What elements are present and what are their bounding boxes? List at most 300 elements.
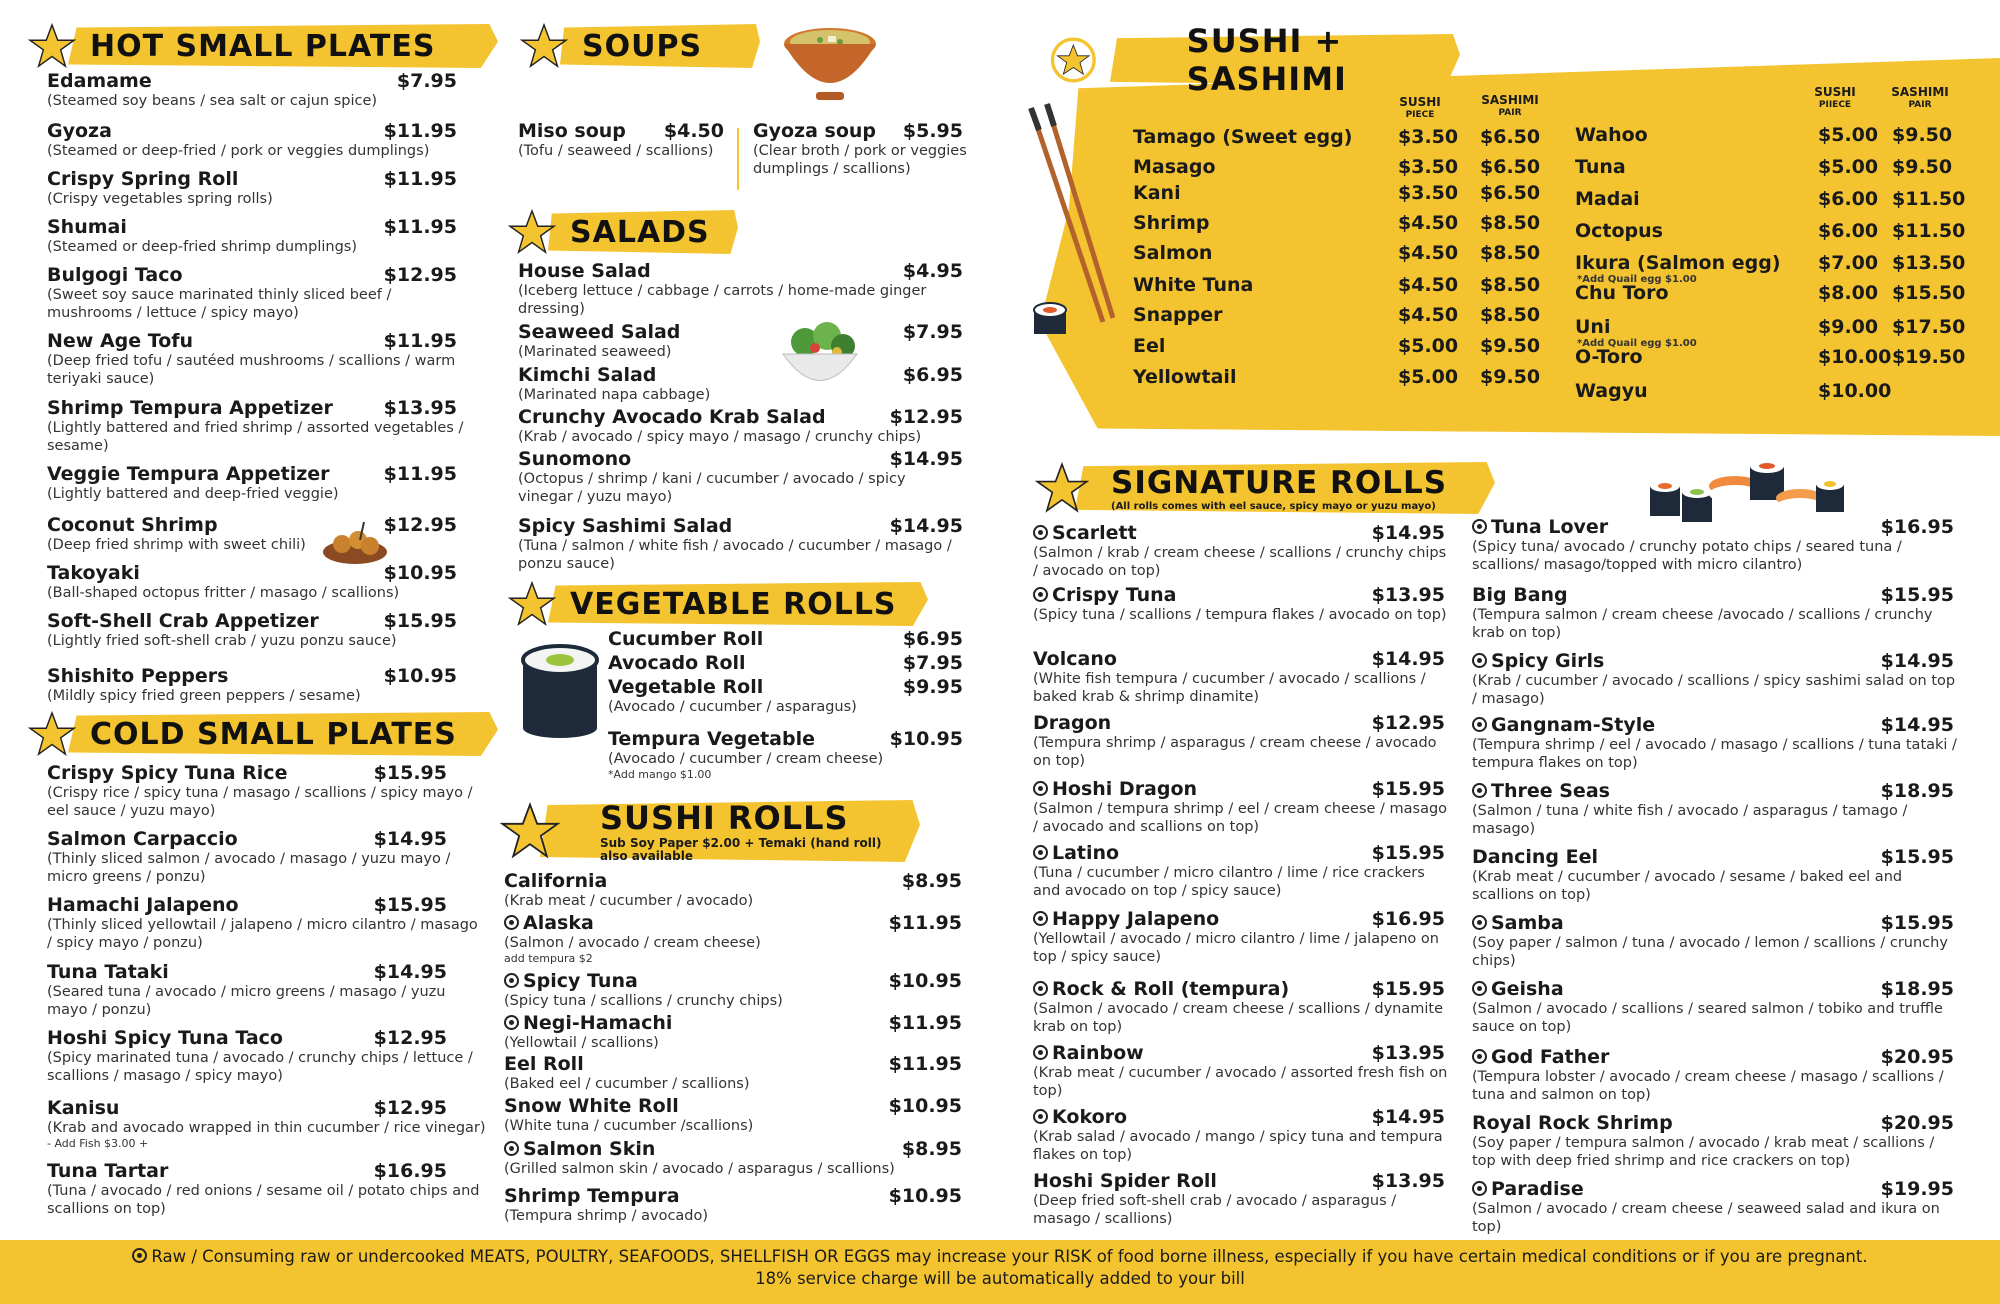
item-price: $15.95 [1371, 842, 1445, 864]
menu-item [1472, 846, 1954, 904]
item-name-text: House Salad [518, 260, 651, 282]
item-name-text: Hoshi Spider Roll [1033, 1170, 1217, 1192]
item-name [518, 321, 963, 343]
menu-item [608, 676, 963, 716]
menu-item [1033, 908, 1445, 966]
item-name-text: Edamame [47, 70, 152, 92]
item-price: $11.95 [383, 463, 457, 485]
col-label: SASHIMI [1891, 85, 1949, 99]
item-description: (Ball-shaped octopus fritter / masago / scallions) [47, 585, 400, 601]
item-price: $10.95 [888, 1185, 962, 1207]
menu-item [47, 894, 478, 952]
item-price: $10.95 [889, 728, 963, 750]
item-price: $14.95 [373, 961, 447, 983]
star-icon [28, 710, 76, 758]
menu-item [504, 1012, 962, 1052]
menu-item [47, 70, 457, 110]
sashimi-price: $6.50 [1480, 156, 1541, 178]
col-label: SASHIMI [1481, 93, 1539, 107]
item-name-text: Kanisu [47, 1097, 120, 1119]
fish-name: Yellowtail [1133, 366, 1237, 388]
menu-item [1472, 516, 1954, 574]
menu-item [1472, 584, 1954, 642]
header-sushi-rolls [500, 796, 920, 866]
item-name-text: California [504, 870, 608, 892]
sushi-price: $5.00 [1818, 124, 1879, 146]
menu-item [1033, 1170, 1445, 1228]
item-price: $15.95 [383, 610, 457, 632]
item-name-text: Hoshi Spicy Tuna Taco [47, 1027, 283, 1049]
raw-icon [1472, 519, 1487, 534]
item-name-text: Veggie Tempura Appetizer [47, 463, 330, 485]
item-description: (Deep fried shrimp with sweet chili) [47, 537, 306, 553]
raw-icon [1033, 845, 1048, 860]
fish-name: Shrimp [1133, 212, 1210, 234]
item-price: $7.95 [396, 70, 457, 92]
menu-item [47, 264, 457, 322]
item-name-text: Crispy Tuna [1052, 584, 1177, 606]
item-price: $12.95 [1371, 712, 1445, 734]
item-price: $4.50 [663, 120, 724, 142]
item-name-text: Spicy Tuna [523, 970, 638, 992]
item-description: (Crispy vegetables spring rolls) [47, 191, 273, 207]
item-price: $14.95 [1880, 714, 1954, 736]
item-note: *Add mango $1.00 [608, 768, 712, 781]
item-description: (Salmon / krab / cream cheese / scallions / crunchy chips / avocado on top) [1033, 545, 1447, 579]
sushi-price: $7.00 [1818, 252, 1879, 274]
star-icon [28, 22, 76, 70]
star-icon [520, 22, 568, 70]
sashimi-price: $13.50 [1892, 252, 1966, 274]
item-price: $12.95 [373, 1027, 447, 1049]
menu-item [1033, 522, 1445, 580]
item-description: (Salmon / avocado / scallions / seared salmon / tobiko and truffle sauce on top) [1472, 1001, 1943, 1035]
item-description: (Clear broth / pork or veggies dumplings / scallions) [753, 143, 967, 177]
item-price: $20.95 [1880, 1046, 1954, 1068]
item-description: (Krab meat / cucumber / avocado / assorted fresh fish on top) [1033, 1065, 1448, 1099]
item-price: $14.95 [1371, 1106, 1445, 1128]
item-price: $14.95 [373, 828, 447, 850]
item-name-text: Crispy Spring Roll [47, 168, 239, 190]
menu-item [518, 406, 963, 446]
item-description: (Seared tuna / avocado / micro greens / masago / yuzu mayo / ponzu) [47, 984, 446, 1018]
menu-item [47, 828, 451, 886]
item-price: $16.95 [1880, 516, 1954, 538]
raw-icon [1472, 653, 1487, 668]
item-description: (Salmon / tuna / white fish / avocado / asparagus / tamago / masago) [1472, 803, 1908, 837]
item-price: $16.95 [373, 1160, 447, 1182]
menu-item [47, 1160, 480, 1218]
section-title: HOT SMALL PLATES [90, 28, 436, 64]
item-name [518, 260, 963, 282]
item-price: $14.95 [1880, 650, 1954, 672]
menu-item [608, 652, 963, 674]
item-price: $15.95 [373, 762, 447, 784]
item-description: (Krab and avocado wrapped in thin cucumber / rice vinegar) [47, 1120, 486, 1136]
item-name-text: Volcano [1033, 648, 1117, 670]
fish-name: White Tuna [1133, 274, 1254, 296]
item-price: $11.95 [888, 1053, 962, 1075]
menu-item [47, 1097, 486, 1150]
item-description: (Tempura shrimp / asparagus / cream cheese / avocado on top) [1033, 735, 1437, 769]
item-description: (Tofu / seaweed / scallions) [518, 143, 714, 159]
menu-item [504, 1053, 962, 1093]
item-description: (Deep fried tofu / sautéed mushrooms / scallions / warm teriyaki sauce) [47, 353, 456, 387]
menu-item [47, 463, 457, 503]
item-price: $11.95 [383, 168, 457, 190]
item-price: $13.95 [1371, 1042, 1445, 1064]
item-price: $12.95 [383, 514, 457, 536]
item-price: $15.95 [1880, 912, 1954, 934]
item-description: (Deep fried soft-shell crab / avocado / asparagus / masago / scallions) [1033, 1193, 1397, 1227]
item-description: (Krab salad / avocado / mango / spicy tuna and tempura flakes on top) [1033, 1129, 1443, 1163]
raw-icon [1472, 783, 1487, 798]
menu-item [1472, 912, 1954, 970]
item-name-text: Alaska [523, 912, 594, 934]
fish-name: Eel [1133, 335, 1166, 357]
menu-item [504, 1095, 962, 1135]
item-price: $13.95 [383, 397, 457, 419]
menu-item [504, 1138, 962, 1178]
section-title: COLD SMALL PLATES [90, 716, 457, 752]
menu-item [608, 728, 963, 781]
item-price: $15.95 [1371, 978, 1445, 1000]
menu-item [504, 870, 962, 910]
section-title: SOUPS [582, 28, 703, 64]
menu-item [518, 321, 963, 361]
item-description: (Spicy tuna/ avocado / crunchy potato chips / seared tuna / scallions/ masago/topped with micro cilantro) [1472, 539, 1902, 573]
menu-item [47, 216, 457, 256]
fish-name: Uni [1575, 316, 1611, 338]
item-description: (Iceberg lettuce / cabbage / carrots / home-made ginger dressing) [518, 283, 927, 317]
raw-icon [1033, 525, 1048, 540]
sushi-price: $3.50 [1398, 182, 1459, 204]
item-description: (Avocado / cucumber / asparagus) [608, 699, 857, 715]
item-name-text: Paradise [1491, 1178, 1584, 1200]
col-sublabel: PIECE [1405, 110, 1435, 120]
menu-item [504, 970, 962, 1010]
item-name-text: Coconut Shrimp [47, 514, 218, 536]
section-title: SUSHI + SASHIMI [1186, 22, 1347, 98]
star-icon [508, 580, 556, 628]
menu-item [47, 762, 473, 820]
item-description: (Tempura shrimp / avocado) [504, 1208, 709, 1224]
item-name-text: Salmon Skin [523, 1138, 656, 1160]
item-description: (Spicy tuna / scallions / tempura flakes / avocado on top) [1033, 607, 1447, 623]
raw-icon [504, 1141, 519, 1156]
menu-item [518, 448, 963, 506]
item-description: (Thinly sliced yellowtail / jalapeno / micro cilantro / masago / spicy mayo / ponzu) [47, 917, 478, 951]
item-description: (Krab / cucumber / avocado / scallions / spicy sashimi salad on top / masago) [1472, 673, 1956, 707]
item-name-text: Soft-Shell Crab Appetizer [47, 610, 319, 632]
fish-name: Madai [1575, 188, 1640, 210]
header-hot-small-plates [28, 20, 498, 72]
item-name-text: Avocado Roll [608, 652, 746, 674]
raw-icon [1472, 981, 1487, 996]
item-description: (Mildly spicy fried green peppers / sesame) [47, 688, 361, 704]
item-price: $8.95 [901, 870, 962, 892]
fish-name: Wagyu [1575, 380, 1648, 402]
item-description: (Avocado / cucumber / cream cheese) [608, 751, 884, 767]
item-price: $11.95 [888, 912, 962, 934]
header-cold-small-plates [28, 708, 498, 760]
col-sublabel: PIIECE [1818, 100, 1852, 110]
sashimi-price: $17.50 [1892, 316, 1966, 338]
sushi-price: $9.00 [1818, 316, 1879, 338]
item-name-text: Gyoza soup [753, 120, 877, 142]
item-price: $6.95 [902, 364, 963, 386]
header-signature-rolls [1035, 458, 1495, 518]
item-description: (Tuna / avocado / red onions / sesame oil / potato chips and scallions on top) [47, 1183, 480, 1217]
item-description: (Salmon / avocado / cream cheese / seaweed salad and ikura on top) [1472, 1201, 1940, 1235]
sashimi-price: $9.50 [1892, 156, 1953, 178]
star-icon [1050, 32, 1097, 88]
col-label: SUSHI [1399, 95, 1441, 109]
menu-item [47, 665, 457, 705]
item-price: $15.95 [1880, 584, 1954, 606]
item-description: (Thinly sliced salmon / avocado / masago / yuzu mayo / micro greens / ponzu) [47, 851, 451, 885]
item-name-text: Gyoza [47, 120, 112, 142]
item-price: $14.95 [889, 515, 963, 537]
column-header-sushi-right [1805, 86, 1865, 112]
item-price: $10.95 [888, 970, 962, 992]
raw-icon [1472, 1049, 1487, 1064]
item-name-text: Hoshi Dragon [1052, 778, 1198, 800]
item-price: $10.95 [383, 562, 457, 584]
raw-icon [504, 915, 519, 930]
star-icon [1035, 461, 1089, 515]
item-description: (Marinated seaweed) [518, 344, 672, 360]
item-price: $20.95 [1880, 1112, 1954, 1134]
item-description: (Krab / avocado / spicy mayo / masago / crunchy chips) [518, 429, 922, 445]
section-title: SIGNATURE ROLLS [1111, 464, 1448, 501]
menu-item [1472, 1178, 1954, 1236]
item-name-text: Kimchi Salad [518, 364, 657, 386]
item-name-text: Kokoro [1052, 1106, 1128, 1128]
item-price: $15.95 [1880, 846, 1954, 868]
item-name-text: Spicy Sashimi Salad [518, 515, 733, 537]
item-description: (Tempura shrimp / eel / avocado / masago / scallions / tuna tataki / tempura flakes on top) [1472, 737, 1957, 771]
item-price: $10.95 [888, 1095, 962, 1117]
header-sushi-sashimi [1050, 22, 1460, 98]
item-name-text: Cucumber Roll [608, 628, 764, 650]
menu-item [1033, 1042, 1448, 1100]
item-name-text: Big Bang [1472, 584, 1568, 606]
sushi-price: $10.00 [1818, 380, 1892, 402]
item-name [504, 1138, 962, 1160]
menu-item [47, 961, 447, 1019]
sashimi-price: $6.50 [1480, 126, 1541, 148]
item-price: $12.95 [373, 1097, 447, 1119]
menu-item [47, 397, 464, 455]
item-description: (Spicy tuna / scallions / crunchy chips) [504, 993, 783, 1009]
item-description: (Krab meat / cucumber / avocado) [504, 893, 754, 909]
item-description: (Lightly battered and deep-fried veggie) [47, 486, 339, 502]
sushi-price: $6.00 [1818, 220, 1879, 242]
sushi-price: $4.50 [1398, 242, 1459, 264]
menu-item [1033, 712, 1445, 770]
column-header-sushi [1390, 96, 1450, 122]
section-subtitle: Sub Soy Paper $2.00 + Temaki (hand roll) also available [600, 836, 882, 863]
item-price: $10.95 [383, 665, 457, 687]
fish-name: Kani [1133, 182, 1181, 204]
item-name-text: Royal Rock Shrimp [1472, 1112, 1673, 1134]
sushi-price: $3.50 [1398, 156, 1459, 178]
sashimi-price: $8.50 [1480, 212, 1541, 234]
item-price: $18.95 [1880, 978, 1954, 1000]
item-price: $5.95 [902, 120, 963, 142]
menu-item [608, 628, 963, 650]
item-name-text: Bulgogi Taco [47, 264, 183, 286]
menu-item [518, 260, 963, 318]
header-salads [508, 206, 738, 258]
item-name-text: Shrimp Tempura [504, 1185, 680, 1207]
item-name-text: Samba [1491, 912, 1564, 934]
item-description: (Salmon / avocado / cream cheese / scallions / dynamite krab on top) [1033, 1001, 1444, 1035]
section-title: SALADS [570, 214, 710, 250]
item-name-text: Eel Roll [504, 1053, 584, 1075]
sashimi-price: $11.50 [1892, 220, 1966, 242]
item-price: $12.95 [383, 264, 457, 286]
item-name-text: Spicy Girls [1491, 650, 1605, 672]
raw-icon [1472, 915, 1487, 930]
star-icon [500, 801, 560, 861]
menu-item [1472, 780, 1954, 838]
sashimi-price: $19.50 [1892, 346, 1966, 368]
section-title: SUSHI ROLLS [600, 799, 849, 837]
item-description: (Grilled salmon skin / avocado / asparagus / scallions) [504, 1161, 895, 1177]
item-description: (Steamed or deep-fried shrimp dumplings) [47, 239, 358, 255]
item-price: $8.95 [901, 1138, 962, 1160]
item-price: $6.95 [902, 628, 963, 650]
star-icon [508, 208, 556, 256]
sushi-price: $5.00 [1398, 366, 1459, 388]
menu-item [518, 364, 963, 404]
item-description: (White tuna / cucumber /scallions) [504, 1118, 754, 1134]
menu-item [47, 514, 457, 554]
col-sublabel: PAIR [1498, 108, 1522, 118]
item-description: (Octopus / shrimp / kani / cucumber / avocado / spicy vinegar / yuzu mayo) [518, 471, 906, 505]
item-price: $14.95 [889, 448, 963, 470]
sashimi-price: $8.50 [1480, 274, 1541, 296]
item-price: $15.95 [373, 894, 447, 916]
sushi-price: $4.50 [1398, 274, 1459, 296]
divider [737, 128, 739, 190]
header-vegetable-rolls [508, 578, 928, 630]
sashimi-price: $15.50 [1892, 282, 1966, 304]
item-note: add tempura $2 [504, 952, 593, 965]
item-description: (Krab meat / cucumber / avocado / sesame / baked eel and scallions on top) [1472, 869, 1903, 903]
menu-item [1472, 650, 1954, 708]
item-name-text: Rainbow [1052, 1042, 1144, 1064]
fish-name: Octopus [1575, 220, 1663, 242]
fish-name: Masago [1133, 156, 1216, 178]
item-description: (Salmon / avocado / cream cheese) [504, 935, 761, 951]
fish-name: Wahoo [1575, 124, 1648, 146]
item-name-text: Crunchy Avocado Krab Salad [518, 406, 826, 428]
item-name [504, 870, 962, 892]
section-title: VEGETABLE ROLLS [570, 586, 897, 622]
item-price: $7.95 [902, 321, 963, 343]
fish-name: Chu Toro [1575, 282, 1669, 304]
menu-item [1033, 842, 1445, 900]
item-price: $13.95 [1371, 1170, 1445, 1192]
item-name-text: Takoyaki [47, 562, 140, 584]
menu-item [47, 330, 457, 388]
item-description: (Soy paper / tempura salmon / avocado / krab meat / scallions / top with deep fried shrimp and rice crackers on top) [1472, 1135, 1935, 1169]
menu-item [1033, 778, 1448, 836]
item-description: (Tempura lobster / avocado / cream cheese / masago / scallions / tuna and salmon on top) [1472, 1069, 1944, 1103]
item-note: *Add Quail egg $1.00 [1577, 338, 1697, 349]
item-name-text: Dancing Eel [1472, 846, 1599, 868]
item-name-text: Tuna Tartar [47, 1160, 169, 1182]
item-name-text: Latino [1052, 842, 1120, 864]
column-header-sashimi-right [1885, 86, 1955, 112]
item-name-text: Scarlett [1052, 522, 1137, 544]
menu-item [1033, 584, 1445, 624]
item-name-text: New Age Tofu [47, 330, 194, 352]
item-price: $11.95 [383, 330, 457, 352]
section-subtitle: (All rolls comes with eel sauce, spicy mayo or yuzu mayo) [1111, 500, 1436, 512]
item-name-text: Vegetable Roll [608, 676, 764, 698]
item-name-text: Hamachi Jalapeno [47, 894, 239, 916]
item-price: $4.95 [902, 260, 963, 282]
column-header-sashimi [1475, 94, 1545, 120]
raw-icon [1033, 1045, 1048, 1060]
item-name [518, 364, 963, 386]
menu-item [504, 912, 962, 965]
sushi-price: $4.50 [1398, 212, 1459, 234]
raw-icon [1033, 781, 1048, 796]
fish-name: O-Toro [1575, 346, 1643, 368]
sashimi-price: $8.50 [1480, 242, 1541, 264]
item-name-text: Sunomono [518, 448, 632, 470]
item-description: (Lightly battered and fried shrimp / assorted vegetables / sesame) [47, 420, 464, 454]
sushi-price: $8.00 [1818, 282, 1879, 304]
item-description: (Tuna / cucumber / micro cilantro / lime / rice crackers and avocado on top / spicy sauce) [1033, 865, 1425, 899]
item-price: $9.95 [902, 676, 963, 698]
menu-item [1033, 978, 1445, 1036]
raw-icon [1033, 911, 1048, 926]
menu-item [1472, 714, 1957, 772]
fish-name: Tamago (Sweet egg) [1133, 126, 1353, 148]
sashimi-price: $9.50 [1480, 366, 1541, 388]
footer-service-charge: 18% service charge will be automatically added to your bill [755, 1269, 1245, 1288]
raw-icon [1033, 587, 1048, 602]
item-name-text: Geisha [1491, 978, 1564, 1000]
item-name-text: Shishito Peppers [47, 665, 229, 687]
item-price: $12.95 [889, 406, 963, 428]
item-price: $18.95 [1880, 780, 1954, 802]
raw-icon [1033, 1109, 1048, 1124]
menu-item [504, 1185, 962, 1225]
item-description: (Salmon / tempura shrimp / eel / cream cheese / masago / avocado and scallions on top) [1033, 801, 1448, 835]
item-name-text: Happy Jalapeno [1052, 908, 1220, 930]
footer-disclaimer [0, 1240, 2000, 1304]
menu-item [47, 120, 457, 160]
sashimi-price: $9.50 [1480, 335, 1541, 357]
raw-icon [1472, 1181, 1487, 1196]
sushi-price: $5.00 [1398, 335, 1459, 357]
item-price: $19.95 [1880, 1178, 1954, 1200]
item-name-text: Rock & Roll (tempura) [1052, 978, 1290, 1000]
item-description: (Lightly fried soft-shell crab / yuzu ponzu sauce) [47, 633, 397, 649]
item-description: (Steamed or deep-fried / pork or veggies dumplings) [47, 143, 430, 159]
item-name-text: Three Seas [1491, 780, 1610, 802]
item-name-text: Tuna Tataki [47, 961, 169, 983]
item-name-text: Tempura Vegetable [608, 728, 815, 750]
item-name-text: Tuna Lover [1491, 516, 1609, 538]
